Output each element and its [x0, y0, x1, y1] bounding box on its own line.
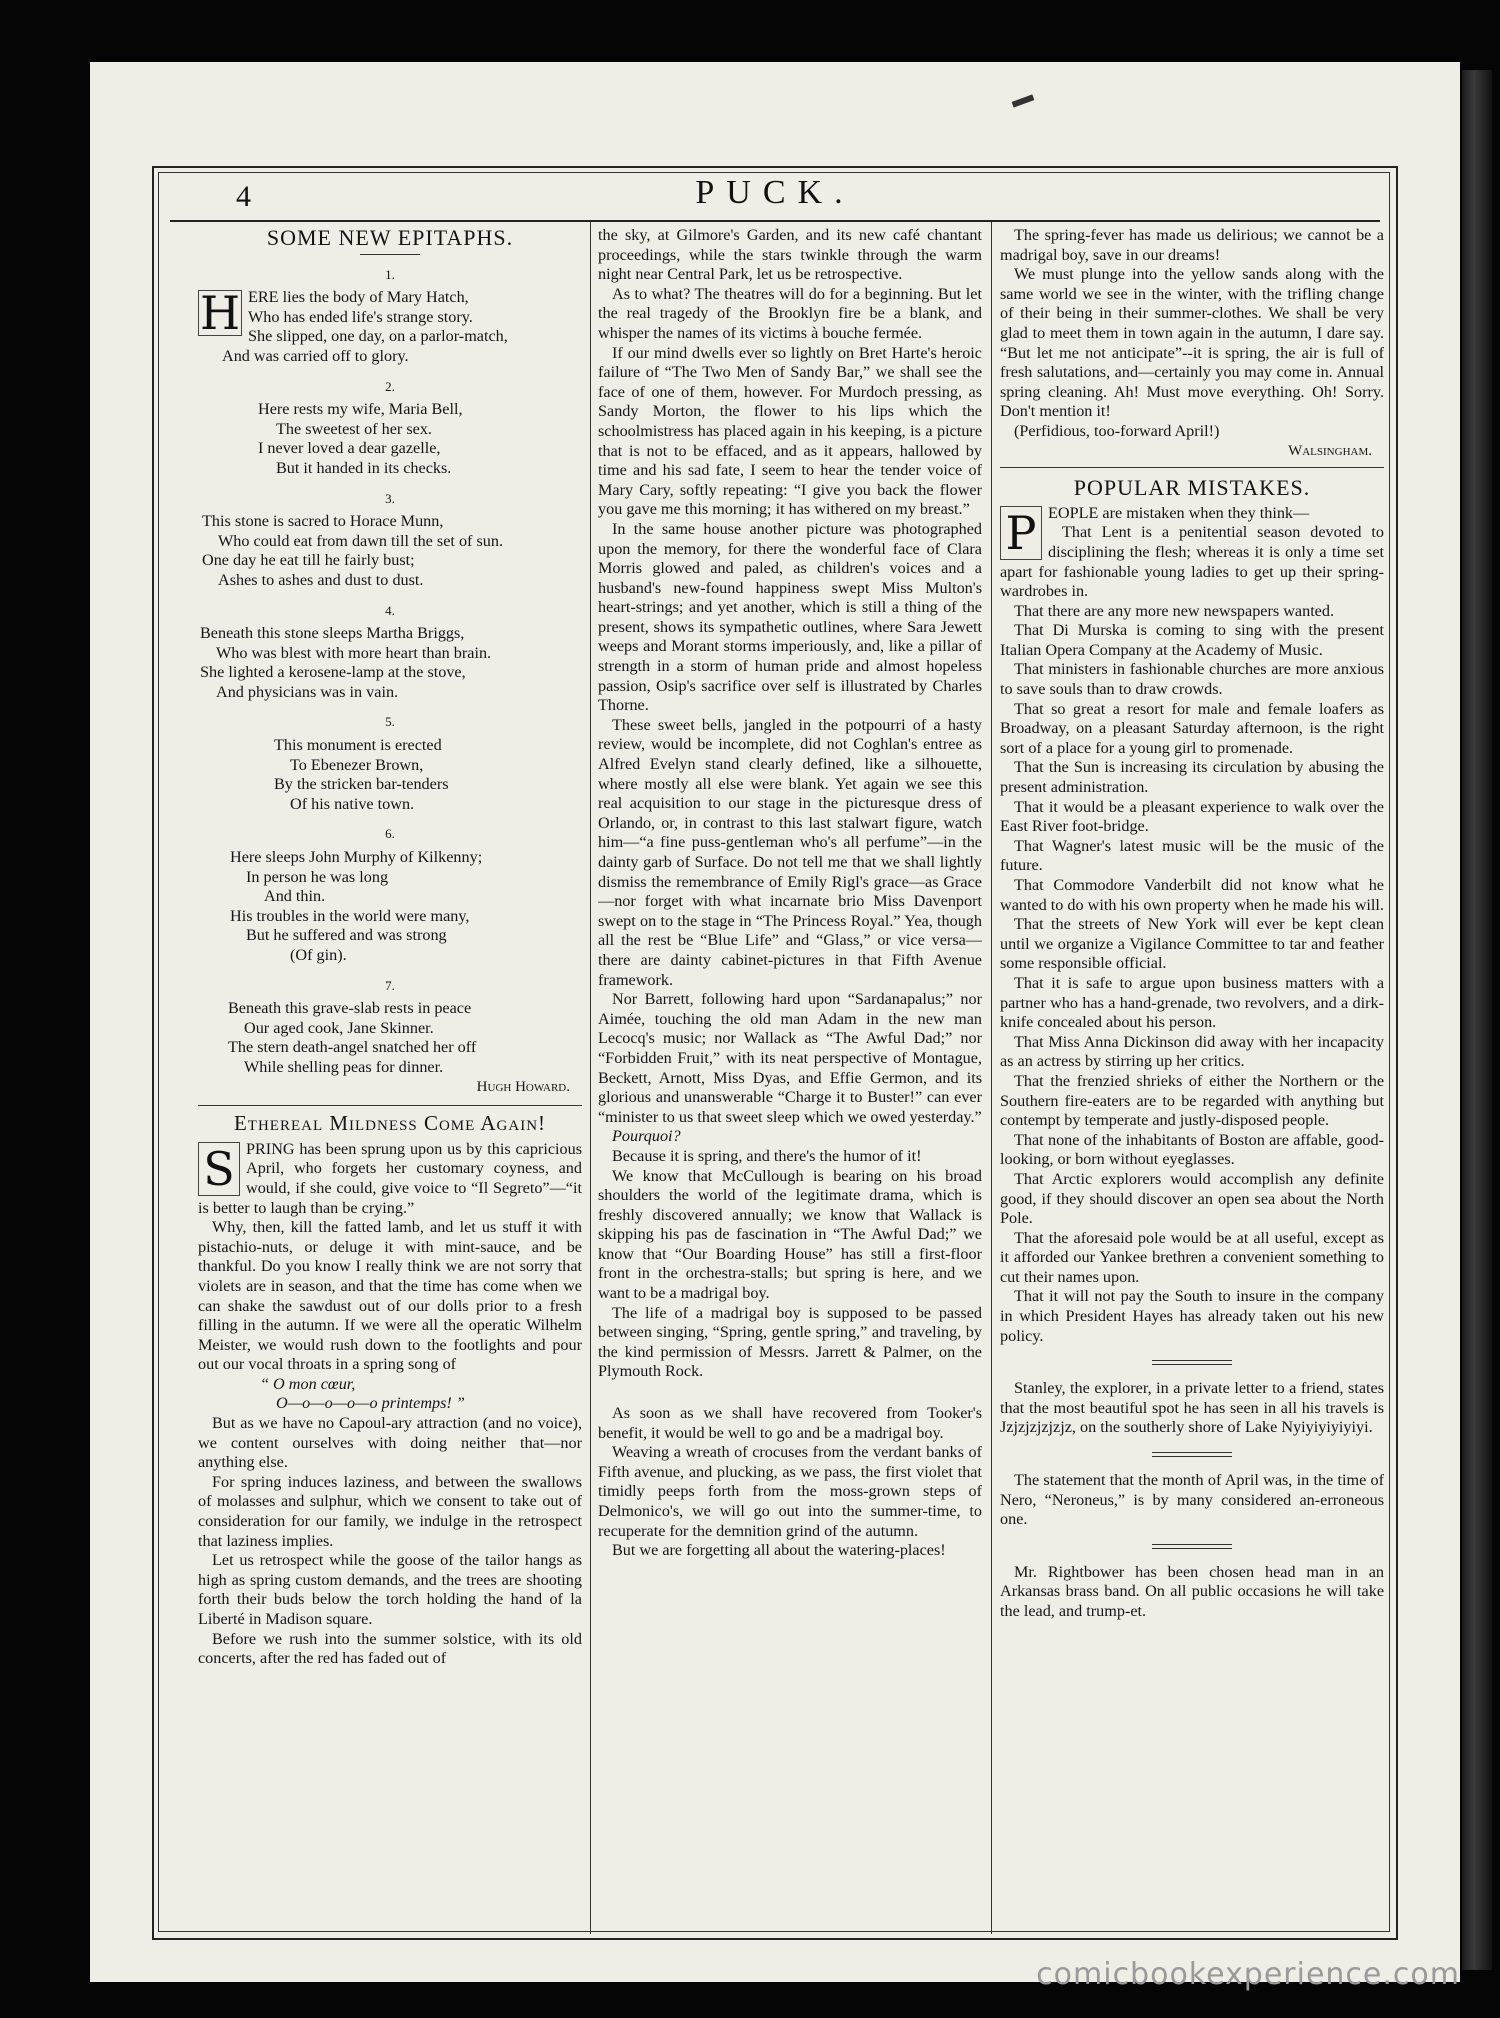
- section-rule: [198, 1105, 582, 1106]
- double-rule: [1152, 1544, 1232, 1549]
- paragraph: [198, 1140, 582, 1218]
- list-item: That Arctic explorers would accomplish any definite good, if they should discover an open sea about the North Pole.: [1000, 1169, 1384, 1228]
- verse-line: By the stricken bar-tenders: [274, 775, 449, 794]
- list-item: That the Sun is increasing its circulation by abusing the present administration.: [1000, 758, 1384, 797]
- paragraph-text: EOPLE are mistaken when they think—: [1048, 503, 1310, 522]
- epitaph-5: [198, 736, 582, 814]
- epitaph-number: 3.: [385, 490, 395, 506]
- masthead-title: PUCK.: [695, 174, 855, 211]
- verse-line: His troubles in the world were many,: [230, 906, 470, 925]
- paragraph: If our mind dwells ever so lightly on Bret Harte's heroic failure of “The Two Men of Sandy Bar,” we shall see the face of one of them, however. For Murdoch pressing, as Sandy Morton, the flower to his lips which the schoolmistress has placed again in his keeping, is a picture that is not to be effaced, and as it appears, hallowed by time and his sad fate, I seem to hear the tender voice of Mary Cary, softly repeating: “I give you back the flower you gave me this morning; it has withered on my breast.”: [598, 343, 982, 519]
- paragraph: These sweet bells, jangled in the potpourri of a hasty review, would be incomplete, did not Coghlan's entree as Alfred Evelyn stand clearly defined, like a silhouette, where mostly all else were blank. Yet again we see this real acquisition to our stage in the picturesque dress of Orlando, or, in contrast to this last stalwart figure, watch him—“a fine puss-gentleman who's all perfume”—in the dainty garb of Surface. Do not tell me that we shall lightly dismiss the remembrance of Emily Rigl's grace—as Grace—nor forget with what incarnate brio Miss Davenport swept on to the stage in “The Princess Royal.” Yea, though all the rest be “Blue Life” and “Glass,” or vice versa—there are dainty cabinet-pictures in that Fifth Avenue framework.: [598, 715, 982, 989]
- paragraph: But we are forgetting all about the watering-places!: [612, 1541, 946, 1560]
- epitaphs-title: SOME NEW EPITAPHS.: [266, 226, 514, 250]
- section-rule: [1000, 467, 1384, 468]
- drop-cap: S: [198, 1142, 240, 1196]
- verse-line: I never loved a dear gazelle,: [258, 439, 441, 458]
- list-item: That Lent is a penitential season devoted to disciplining the flesh; whereas it is only a time set apart for fashionable young ladies to get up their spring-wardrobes in.: [1000, 523, 1384, 601]
- paragraph: As soon as we shall have recovered from Tooker's benefit, it would be well to go and be a madrigal boy.: [598, 1404, 982, 1442]
- epitaph-number: 5.: [385, 714, 395, 730]
- paragraph: The life of a madrigal boy is supposed to be passed between singing, “Spring, gentle spring,” and traveling, by the kind permission of Messrs. Jarrett & Palmer, on the Plymouth Rock.: [598, 1303, 982, 1381]
- paragraph: The statement that the month of April was, in the time of Nero, “Neroneus,” is by many considered an-erroneous one.: [1000, 1471, 1384, 1529]
- verse-line: But he suffered and was strong: [246, 926, 447, 945]
- paragraph: But as we have no Capoul-ary attraction (and no voice), we content ourselves with doing neither that—nor anything else.: [198, 1414, 582, 1472]
- list-item: That Di Murska is coming to sing with the present Italian Opera Company at the Academy of Music.: [1000, 621, 1384, 659]
- verse-line: Beneath this stone sleeps Martha Briggs,: [200, 624, 465, 643]
- song-line: “ O mon cœur,: [260, 1374, 356, 1393]
- verse-line: The sweetest of her sex.: [276, 419, 432, 438]
- verse-line: She lighted a kerosene-lamp at the stove,: [200, 663, 466, 682]
- column-1: [198, 226, 582, 1916]
- paragraph: Why, then, kill the fatted lamb, and let us stuff it with pistachio-nuts, or deluge it with mint-sauce, and be thankful. Do you know I really think we are not sorry that violets are in season, and that the time has come when we can shake the sawdust out of our dolls prior to a fresh filling in the autumn. If we were all the operatic Wilhelm Meister, we would rush down to the footlights and pour out our vocal throats in a spring song of: [198, 1218, 582, 1374]
- double-rule: [1152, 1360, 1232, 1365]
- verse-line: And was carried off to glory.: [222, 346, 409, 365]
- paragraph: We must plunge into the yellow sands along with the same world we see in the winter, with the trifling change of their being in their summer-clothes. We shall be very glad to meet them in town again in the autumn, I dare say. “But let me not anticipate”--it is spring, the air is full of fresh salutations, and—certainly you may come in. Annual spring cleaning. Ah! Must move everything. Oh! Sorry. Don't mention it!: [1000, 265, 1384, 421]
- epitaph-6: [198, 848, 582, 966]
- verse-line: Who was blest with more heart than brain.: [216, 643, 492, 662]
- verse-line: In person he was long: [246, 867, 389, 886]
- list-item: That there are any more new newspapers wanted.: [1014, 601, 1335, 620]
- epitaph-7: [198, 999, 582, 1077]
- verse-line: While shelling peas for dinner.: [244, 1057, 444, 1076]
- paragraph: Before we rush into the summer solstice, with its old concerts, after the red has faded out of: [198, 1629, 582, 1668]
- paragraph: [1000, 503, 1384, 560]
- verse-line: Here sleeps John Murphy of Kilkenny;: [230, 848, 483, 867]
- paragraph: Weaving a wreath of crocuses from the verdant banks of Fifth avenue, and plucking, as we pass, the first violet that timidly peeps forth from the moss-grown steps of Delmonico's, we will go out into the summer-time, to recuperate for the demnition grind of the autumn.: [598, 1443, 982, 1540]
- paragraph: (Perfidious, too-forward April!): [1014, 421, 1220, 440]
- verse-line: Of his native town.: [290, 794, 415, 813]
- epitaph-number: 4.: [385, 602, 395, 618]
- list-item: That it is safe to argue upon business matters with a partner who has a hand-grenade, two revolvers, and a dirk-knife concealed about his person.: [1000, 973, 1384, 1032]
- song-line: O—o—o—o—o printemps! ”: [276, 1394, 465, 1413]
- verse-line: One day he eat till he fairly bust;: [202, 551, 415, 570]
- verse-line: Who could eat from dawn till the set of sun.: [218, 531, 504, 550]
- byline: Hugh Howard.: [476, 1078, 570, 1095]
- verse-line: But it handed in its checks.: [276, 458, 452, 477]
- epitaph-3: [198, 512, 582, 590]
- ethereal-title: Ethereal Mildness Come Again!: [233, 1111, 547, 1136]
- paragraph: Pourquoi?: [612, 1127, 681, 1146]
- verse-line: This stone is sacred to Horace Munn,: [202, 512, 444, 531]
- verse-line: This monument is erected: [274, 736, 442, 755]
- list-item: That the aforesaid pole would be at all useful, except as it afforded our Yankee brethren a convenient something to cut their names upon.: [1000, 1228, 1384, 1286]
- column-rule-1: [590, 222, 591, 1934]
- list-item: That it would be a pleasant experience to walk over the East River foot-bridge.: [1000, 797, 1384, 836]
- drop-cap: H: [199, 286, 241, 341]
- list-item: That none of the inhabitants of Boston are affable, good-looking, or born without eyeglasses.: [1000, 1130, 1384, 1169]
- paragraph-text: PRING has been sprung upon us by this capricious April, who forgets her customary coyness, and would, if she could, give voice to “Il Segreto”—“it is better to laugh than be crying.”: [198, 1139, 582, 1217]
- paragraph: Because it is spring, and there's the humor of it!: [612, 1146, 922, 1165]
- double-rule: [1152, 1452, 1232, 1457]
- verse-line: Beneath this grave-slab rests in peace: [228, 999, 472, 1018]
- verse-line: (Of gin).: [290, 946, 347, 964]
- epitaph-1: [198, 288, 582, 366]
- next-page-edge: [1462, 70, 1492, 1970]
- epitaph-number: 7.: [385, 977, 395, 993]
- verse-line: She slipped, one day, on a parlor-match,: [248, 327, 508, 346]
- epitaph-4: [198, 624, 582, 702]
- epitaph-number: 1.: [385, 266, 395, 282]
- epitaph-2: [198, 400, 582, 478]
- epitaph-number: 6.: [385, 826, 395, 842]
- list-item: That Miss Anna Dickinson did away with her incapacity as an actress by stirring up her critics.: [1000, 1032, 1384, 1071]
- verse-line: Ashes to ashes and dust to dust.: [218, 570, 424, 589]
- column-3: [1000, 226, 1384, 1916]
- list-item: That Wagner's latest music will be the music of the future.: [1000, 836, 1384, 875]
- verse-line: ERE lies the body of Mary Hatch,: [248, 288, 469, 307]
- verse-line: And thin.: [264, 887, 326, 906]
- spacer: [598, 1382, 982, 1404]
- list-item: That Commodore Vanderbilt did not know what he wanted to do with his own property when he made his will.: [1000, 876, 1384, 914]
- list-item: That the streets of New York will ever be kept clean until we organize a Vigilance Committee to tar and feather some responsible official.: [1000, 915, 1384, 973]
- divider: [360, 254, 420, 255]
- epitaph-number: 2.: [385, 378, 395, 394]
- list-item: That the frenzied shrieks of either the Northern or the Southern fire-eaters are to be regarded with anything but contempt by temperate and justly-disposed people.: [1000, 1071, 1384, 1130]
- paragraph: In the same house another picture was photographed upon the memory, for there the wonderful face of Clara Morris glowed and paled, as children's voices and a husband's new-found happiness swept Miss Multon's heart-strings; and yet another, which is still a thing of the present, shows its sympathetic outlines, where Sara Jewett weeps and Morant storms imperiously, and, like a pillar of strength in a storm of human pride and almost hopeless passion, Osip's sacrifice over self is illustrated by Charles Thorne.: [598, 519, 982, 715]
- list-item: That so great a resort for male and female loafers as Broadway, on a pleasant Saturday afternoon, is the right sort of a place for a young girl to promenade.: [1000, 699, 1384, 757]
- drop-cap: P: [1000, 506, 1042, 560]
- column-2: [598, 226, 982, 1916]
- verse-line: The stern death-angel snatched her off: [228, 1038, 477, 1057]
- paragraph: Let us retrospect while the goose of the tailor hangs as high as spring custom demands, and the trees are shooting forth their buds below the torch holding the hand of la Liberté in Madison square.: [198, 1551, 582, 1628]
- verse-line: Who has ended life's strange story.: [248, 307, 473, 326]
- page-number: 4: [236, 180, 251, 213]
- paragraph: Stanley, the explorer, in a private letter to a friend, states that the most beautiful spot he has seen in all his travels is Jzjzjzjzjzjz, on the southerly shore of Lake Nyiyiyiyiyiyi.: [1000, 1379, 1384, 1437]
- verse-line: To Ebenezer Brown,: [290, 755, 424, 774]
- paragraph: the sky, at Gilmore's Garden, and its new café chantant proceedings, while the stars twinkle through the warm night near Central Park, let us be retrospective.: [598, 226, 982, 284]
- paragraph: For spring induces laziness, and between the swallows of molasses and sulphur, which we consent to take out of consideration for our family, we indulge in the retrospect that laziness implies.: [198, 1472, 582, 1550]
- list-item: That ministers in fashionable churches are more anxious to save souls than to draw crowds.: [1000, 660, 1384, 699]
- verse-line: Our aged cook, Jane Skinner.: [244, 1018, 434, 1037]
- masthead: [170, 172, 1380, 222]
- watermark: comicbookexperience.com: [1036, 1957, 1460, 1992]
- paragraph: Nor Barrett, following hard upon “Sardanapalus;” nor Aimée, touching the old man Adam in the new man Lecocq's music; nor Wallack as “The Awful Dad;” nor “Forbidden Fruit,” with its neat perspective of Montague, Beckett, Arnott, Miss Dyas, and Effie Germon, and its glorious and unanswerable “Charge it to Buster!” can ever “minister to us that sweet sleep which we owed yesterday.”: [598, 990, 982, 1126]
- popular-mistakes-title: POPULAR MISTAKES.: [1073, 475, 1311, 501]
- list-item: That it will not pay the South to insure in the company in which President Hayes has already taken out his new policy.: [1000, 1287, 1384, 1345]
- paragraph: The spring-fever has made us delirious; we cannot be a madrigal boy, save in our dreams!: [1000, 226, 1384, 264]
- paragraph: As to what? The theatres will do for a beginning. But let the real tragedy of the Brooklyn fire be a blank, and whisper the names of its victims à bouche fermée.: [598, 284, 982, 342]
- verse-line: Here rests my wife, Maria Bell,: [258, 400, 463, 419]
- byline: Walsingham.: [1288, 442, 1372, 459]
- verse-line: And physicians was in vain.: [216, 682, 399, 701]
- paragraph: Mr. Rightbower has been chosen head man in an Arkansas brass band. On all public occasions he will take the lead, and trump-et.: [1000, 1562, 1384, 1620]
- paragraph: We know that McCullough is bearing on his broad shoulders the world of the legitimate drama, which is freshly discovered annually; we know that Wallack is skipping his pas de fascination in “The Awful Dad;” we know that “Our Boarding House” has still a first-floor front in the orchestra-stalls; but spring is here, and we want to be a madrigal boy.: [598, 1166, 982, 1303]
- column-rule-2: [991, 222, 992, 1934]
